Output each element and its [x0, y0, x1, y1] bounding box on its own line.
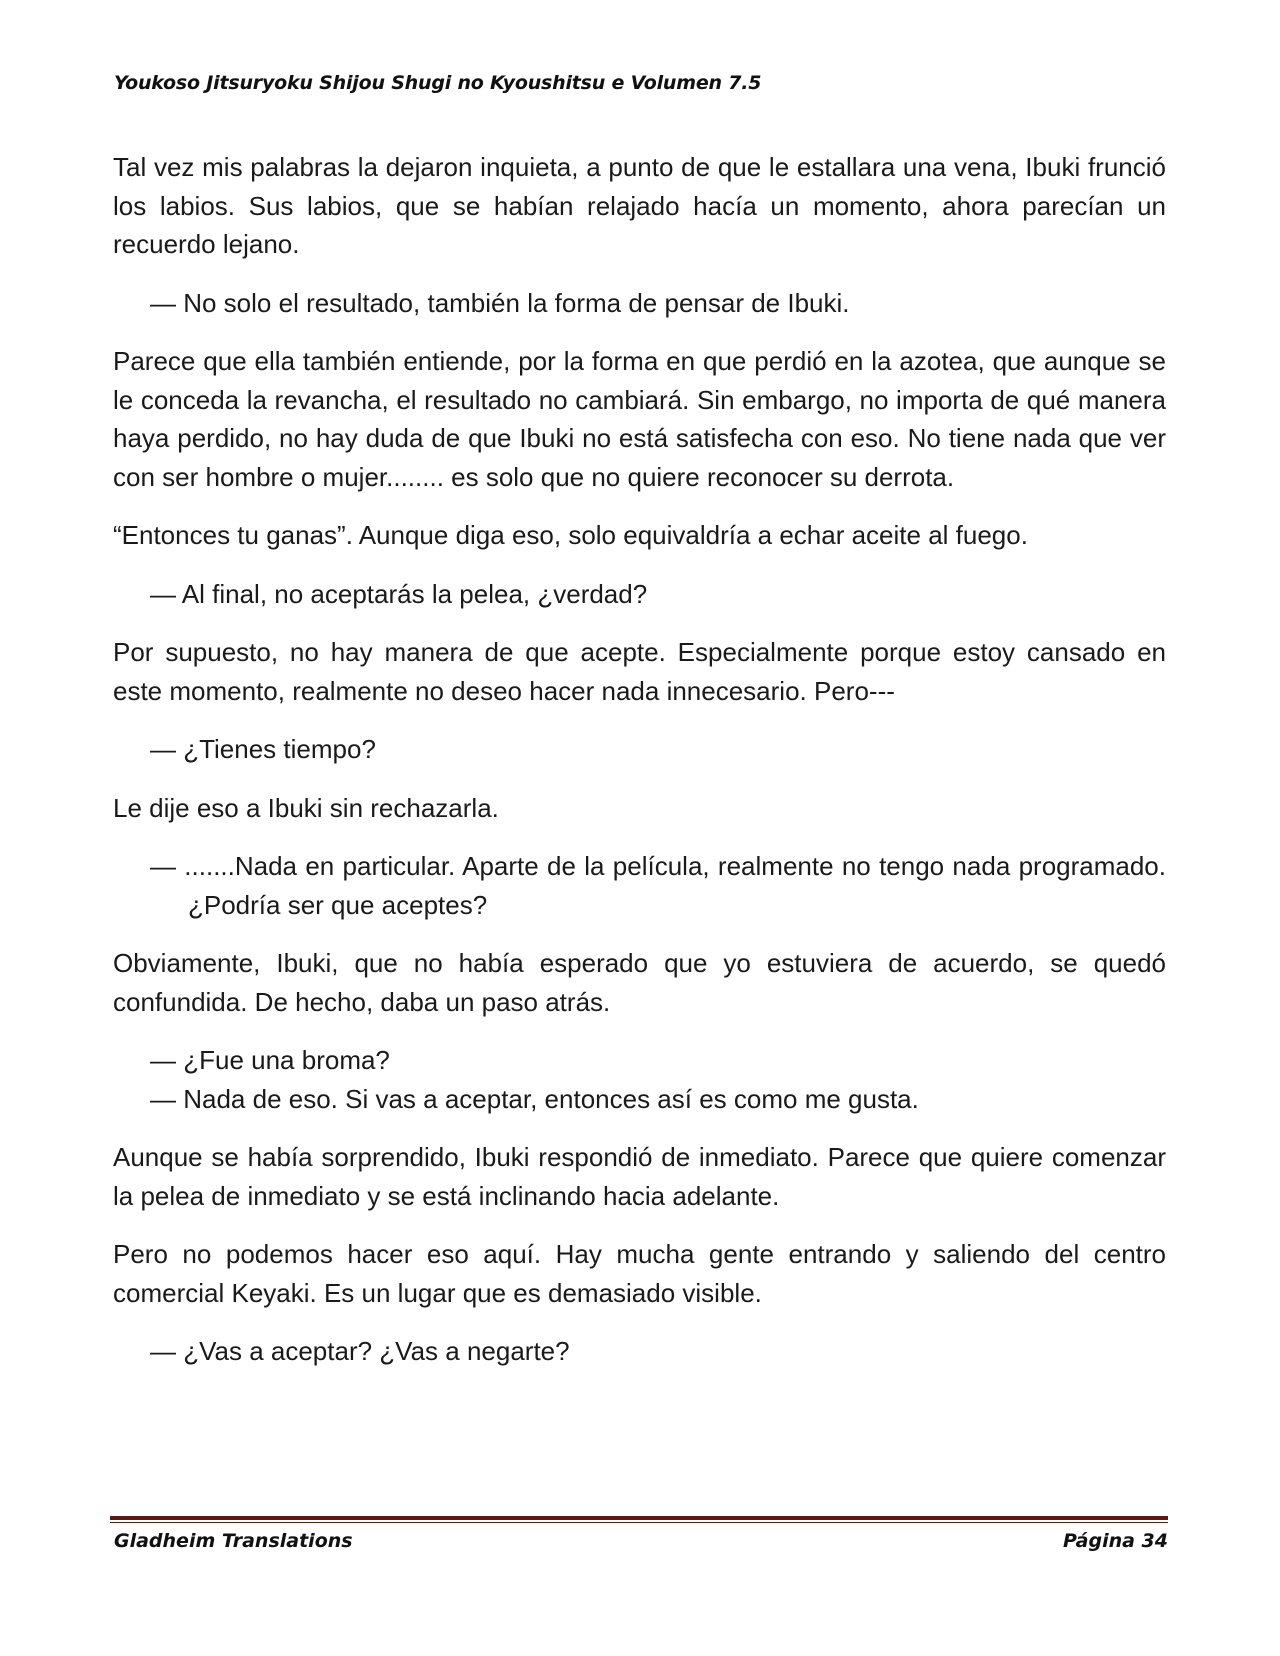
paragraph: Parece que ella también entiende, por la forma en que perdió en la azotea, que aunque se le conceda la revancha, el resultado no cambiará. Sin embargo, no importa de qué manera haya perdido, no hay duda de que Ibuki no está satisfecha con eso. No tiene nada que ver con ser hombre o mujer........ es solo que no quiere reconocer su derrota.	[113, 346, 1166, 492]
page-header-title: Youkoso Jitsuryoku Shijou Shugi no Kyoushitsu e Volumen 7.5	[114, 72, 762, 94]
page-body	[113, 148, 1166, 1391]
footer-divider	[110, 1516, 1168, 1523]
footer-divider-thin	[110, 1522, 1168, 1523]
footer-page-number: Página 34	[1062, 1530, 1168, 1552]
footer-divider-thick	[110, 1516, 1168, 1520]
dialogue-line: — Al final, no aceptarás la pelea, ¿verdad?	[150, 578, 648, 609]
paragraph: Por supuesto, no hay manera de que acepte. Especialmente porque estoy cansado en este momento, realmente no deseo hacer nada innecesario. Pero---	[113, 637, 1166, 706]
paragraph: Aunque se había sorprendido, Ibuki respondió de inmediato. Parece que quiere comenzar la pelea de inmediato y se está inclinando hacia adelante.	[113, 1142, 1166, 1211]
paragraph: Le dije eso a Ibuki sin rechazarla.	[113, 792, 499, 823]
dialogue-line: — Nada de eso. Si vas a aceptar, entonces así es como me gusta.	[150, 1083, 919, 1114]
footer-credit: Gladheim Translations	[114, 1530, 353, 1552]
dialogue-line: — ¿Fue una broma?	[150, 1045, 390, 1075]
dialogue-line: — ¿Tienes tiempo?	[150, 734, 376, 764]
dialogue-line: — .......Nada en particular. Aparte de la película, realmente no tengo nada programado. ¿Podría ser que aceptes?	[150, 851, 1166, 920]
paragraph: Pero no podemos hacer eso aquí. Hay mucha gente entrando y saliendo del centro comercial Keyaki. Es un lugar que es demasiado visible.	[113, 1239, 1166, 1308]
paragraph: Tal vez mis palabras la dejaron inquieta, a punto de que le estallara una vena, Ibuki frunció los labios. Sus labios, que se habían relajado hacía un momento, ahora parecían un recuerdo lejano.	[113, 152, 1166, 259]
dialogue-line: — ¿Vas a aceptar? ¿Vas a negarte?	[150, 1336, 570, 1366]
dialogue-line: — No solo el resultado, también la forma de pensar de Ibuki.	[150, 287, 850, 318]
paragraph: “Entonces tu ganas”. Aunque diga eso, solo equivaldría a echar aceite al fuego.	[113, 520, 1028, 550]
paragraph: Obviamente, Ibuki, que no había esperado que yo estuviera de acuerdo, se quedó confundida. De hecho, daba un paso atrás.	[113, 948, 1166, 1017]
